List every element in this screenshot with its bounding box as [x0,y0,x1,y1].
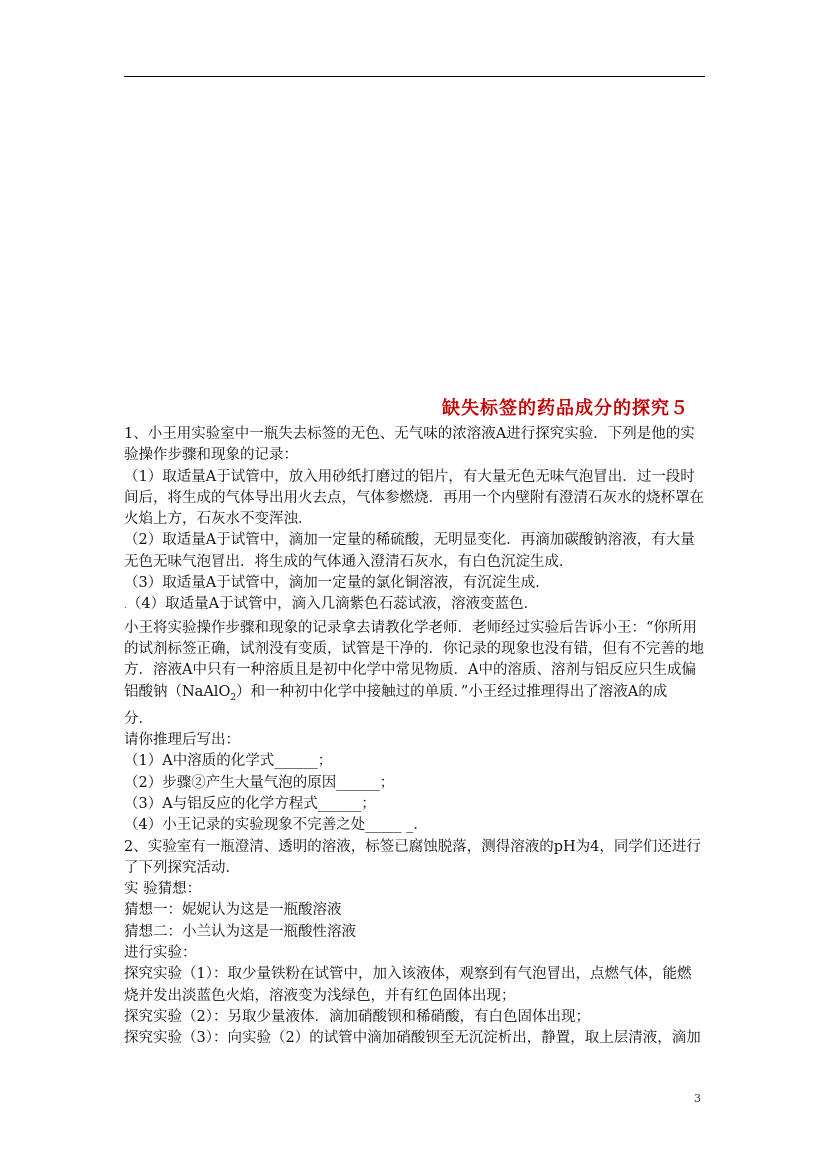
document-body [124,424,708,1050]
text-line: 间后，将生成的气体导出用火去点，气体参燃烧．再用一个内壁附有澄清石灰水的烧杯罩在 [124,489,704,506]
formula-subscript: 2 [230,692,237,703]
text-line: 猜想一：妮妮认为这是一瓶酸溶液 [124,902,342,919]
text-line: 2、实验室有一瓶澄清、透明的溶液，标签已腐蚀脱落，测得溶液的pH为4，同学们还进行 [124,838,701,855]
text-line: （4）取适量A于试管中，滴入几滴紫色石蕊试液，溶液变蓝色． [126,596,539,613]
text-line: 无色无味气泡冒出．将生成的气体通入澄清石灰水，有白色沉淀生成． [124,553,574,570]
text-line: （4）小王记录的实验现象不完善之处_____ _． [124,817,428,834]
formula-prefix: 铝酸钠（NaAlO [124,683,231,700]
text-line: 进行实验： [124,945,197,962]
page-number: 3 [694,1092,701,1105]
text-line: 火焰上方，石灰水不变浑浊． [124,511,313,528]
text-line: 验操作步骤和现象的记录： [124,447,298,464]
text-line: 实 验猜想： [124,881,202,898]
text-line: （2）取适量A于试管中，滴加一定量的稀硫酸，无明显变化．再滴加碳酸钠溶液，有大量 [124,532,695,549]
text-line: 烧并发出淡蓝色火焰，溶液变为浅绿色，并有红色固体出现； [124,987,516,1004]
text-line: 方．溶液A中只有一种溶质且是初中化学中常见物质．A中的溶质、溶剂与铝反应只生成偏 [124,662,696,679]
edit-mark: . [124,601,127,612]
text-line: 小王将实验操作步骤和现象的记录拿去请教化学老师．老师经过实验后告诉小王：“你所用 [124,619,697,636]
text-line: （2）步骤②产生大量气泡的原因______； [124,774,395,791]
text-line: 了下列探究活动． [124,859,240,876]
text-line: （1）A中溶质的化学式______； [124,753,333,770]
text-line-with-mark [124,594,708,617]
text-line: 猜想二：小兰认为这是一瓶酸性溶液 [124,923,356,940]
text-line: 探究实验（2）：另取少量液体．滴加硝酸钡和稀硝酸，有白色固体出现； [124,1008,590,1025]
formula-suffix: ）和一种初中化学中接触过的单质．”小王经过推理得出了溶液A的成 [236,683,668,700]
text-line: 探究实验（1）：取少量铁粉在试管中，加入该液体，观察到有气泡冒出，点燃气体，能燃 [124,966,692,983]
text-line: 的试剂标签正确，试剂没有变质，试管是干净的．你记录的现象也没有错，但有不完善的地 [124,640,704,657]
text-line: 请你推理后写出： [124,732,240,749]
text-line: 1、小王用实验室中一瓶失去标签的无色、无气味的浓溶液A进行探究实验．下列是他的实 [124,426,695,442]
text-line: 分． [124,710,153,727]
header-rule [124,76,705,77]
text-line: 探究实验（3）：向实验（2）的试管中滴加硝酸钡至无沉淀析出，静置，取上层清液，滴加 [124,1030,701,1047]
text-line: （3）A与铝反应的化学方程式______； [124,795,376,812]
text-line: （1）取适量A于试管中，放入用砂纸打磨过的铝片，有大量无色无味气泡冒出．过一段时 [124,468,695,485]
document-title: 缺失标签的药品成分的探究５ [442,398,689,419]
text-line-formula [124,682,708,709]
text-line: （3）取适量A于试管中，滴加一定量的氯化铜溶液，有沉淀生成． [124,575,550,592]
